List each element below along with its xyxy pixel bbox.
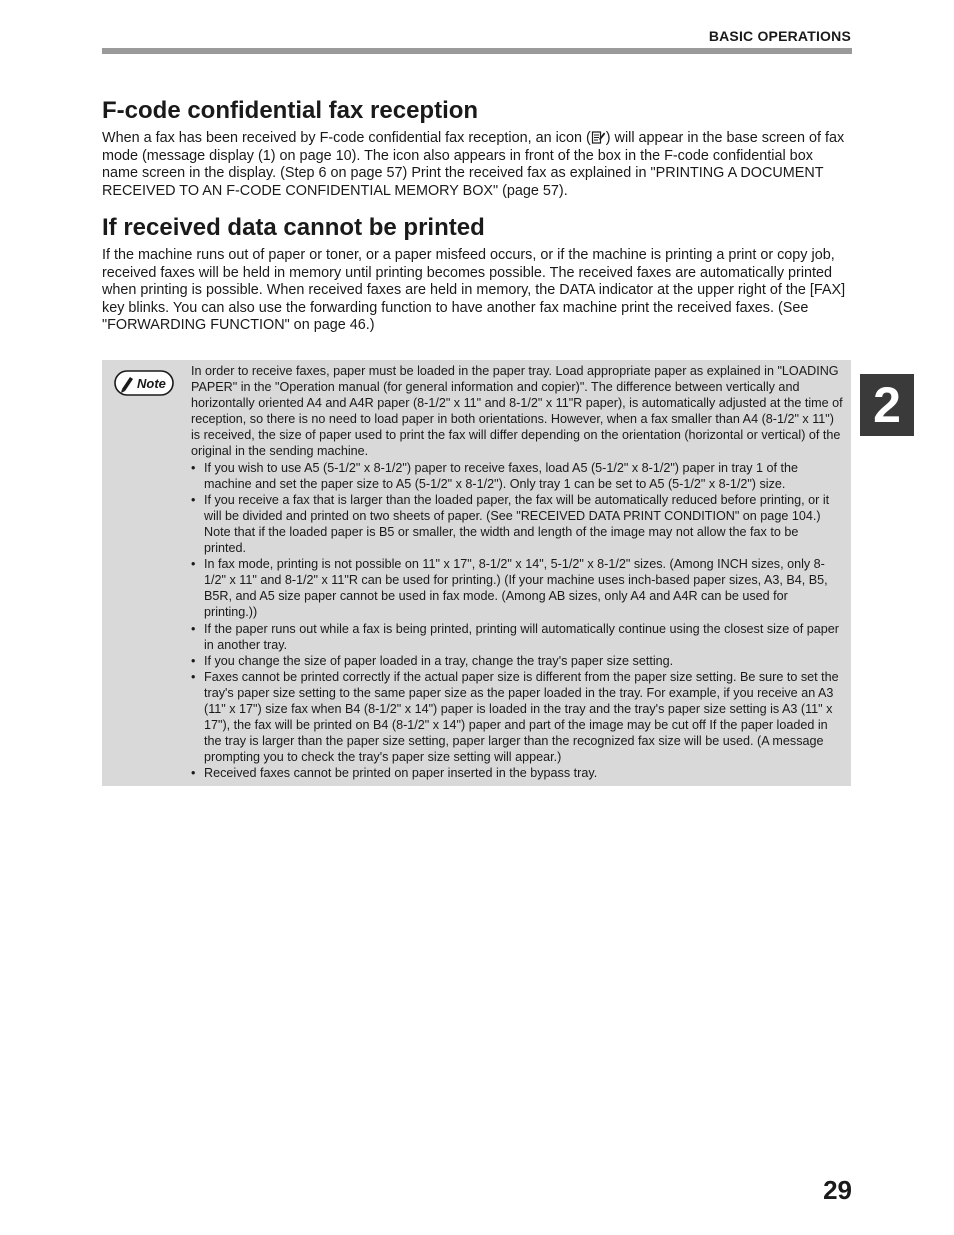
header-rule	[102, 48, 852, 54]
note-bullet: • If you wish to use A5 (5-1/2" x 8-1/2") paper to receive faxes, load A5 (5-1/2" x 8-1/2") paper in tray 1 of the machine and set the paper size to A5 (5-1/2" x 8-1/2"). Only tray 1 can be set to A5 (5-1/2" x 8-1/2") size.	[191, 460, 843, 492]
section-body-part: ) will appear in the base screen of fax mode (message display (1) on page 10). The icon also appears in front of the box in the F-code confidential box name screen in the display. (Step 6 on page 57) Print the received fax as explained in "PRINTING A DOCUMENT RECEIVED TO AN F-CODE CONFIDENTIAL MEMORY BOX" (page 57).	[102, 130, 845, 199]
chapter-tab: 2	[860, 374, 914, 436]
section-body: If the machine runs out of paper or toner, or a paper misfeed occurs, or if the machine is printing a print or copy job, received faxes will be held in memory until printing becomes possible. The received faxes are automatically printed when printing is possible. When received faxes are held in memory, the DATA indicator at the upper right of the [FAX] key blinks. You can also use the forwarding function to have another fax machine print the received faxes. (See "FORWARDING FUNCTION" on page 46.)	[102, 247, 846, 334]
fcode-confidential-fax-icon	[591, 130, 606, 144]
note-bullet: • Faxes cannot be printed correctly if the actual paper size is different from the paper size setting. Be sure to set the tray's paper size setting to the same paper size as the paper loaded in the tray. For example, if you receive an A3 (11" x 17") size fax when B4 (8-1/2" x 14") paper is loaded in the tray and the tray's paper size setting is A3 (11" x 17"), the fax will be printed on B4 (8-1/2" x 14") paper and part of the image may be cut off If the paper loaded in the tray is larger than the paper size setting, paper larger than the recognized fax size will be used. (A message prompting you to check the tray's paper size setting will appear.)	[191, 669, 843, 766]
header-section-label: BASIC OPERATIONS	[708, 28, 851, 44]
note-intro: In order to receive faxes, paper must be loaded in the paper tray. Load appropriate paper as explained in "LOADING PAPER" in the "Operation manual (for general information and copier)". The difference between vertically and horizontally oriented A4 and A4R paper (8-1/2" x 11" and 8-1/2" x 11"R paper), is automatically adjusted at the time of reception, so there is no need to load paper in both orientations. However, when a fax smaller than A4 (8-1/2" x 11") is received, the size of paper used to print the fax will differ depending on the orientation (horizontal or vertical) of the original in the sending machine.	[191, 364, 843, 459]
note-bullet-list	[191, 460, 843, 782]
note-bullet: • If you change the size of paper loaded in a tray, change the tray's paper size setting.	[191, 653, 843, 669]
section-body-part: When a fax has been received by F-code confidential fax reception, an icon (	[102, 130, 591, 146]
note-badge-label: Note	[137, 376, 166, 391]
note-bullet: • If you receive a fax that is larger than the loaded paper, the fax will be automatically reduced before printing, or it will be divided and printed on two sheets of paper. (See "RECEIVED DATA PRINT CONDITION" on page 104.) Note that if the loaded paper is B5 or smaller, the width and length of the image may not allow the fax to be printed.	[191, 492, 843, 556]
note-box	[102, 360, 851, 786]
section-received-data-not-printed	[102, 213, 852, 335]
note-bullet: • If the paper runs out while a fax is being printed, printing will automatically continue using the closest size of paper in another tray.	[191, 621, 843, 653]
section-fcode-confidential	[102, 96, 852, 200]
page-number: 29	[823, 1175, 852, 1205]
note-text	[191, 363, 843, 781]
note-bullet: • In fax mode, printing is not possible on 11" x 17", 8-1/2" x 14", 5-1/2" x 8-1/2" sizes. (Among INCH sizes, only 8-1/2" x 11" and 8-1/2" x 11"R can be used for printing.) (If your machine uses inch-based paper sizes, A3, B4, B5, B5R, and A5 size paper cannot be used in fax mode. (Among AB sizes, only A4 and A4R can be used for printing.))	[191, 556, 843, 620]
section-body	[102, 130, 852, 200]
note-badge	[114, 370, 174, 396]
note-bullet: • Received faxes cannot be printed on paper inserted in the bypass tray.	[191, 765, 843, 781]
section-title: If received data cannot be printed	[102, 214, 485, 241]
section-title: F-code confidential fax reception	[102, 97, 479, 124]
